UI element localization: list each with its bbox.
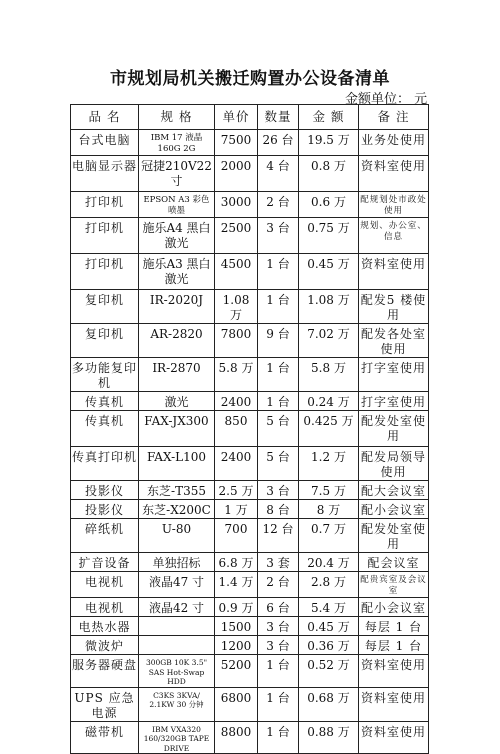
cell-name: 扩音设备 (71, 553, 139, 572)
cell-price: 4500 (215, 254, 258, 290)
cell-price: 7800 (215, 324, 258, 358)
cell-spec: U-80 (139, 519, 215, 553)
table-row (71, 358, 429, 392)
cell-spec: C3KS 3KVA/ 2.1KW 30 分钟 (139, 687, 215, 721)
cell-spec (139, 636, 215, 655)
cell-quantity: 5 台 (258, 447, 299, 481)
cell-price: 2400 (215, 447, 258, 481)
table-body (71, 130, 429, 754)
cell-remark: 配贵宾室及会议室 (359, 572, 429, 598)
cell-amount: 0.24 万 (299, 392, 359, 411)
cell-spec: IBM 17 液晶160G 2G (139, 130, 215, 156)
equipment-table (70, 104, 429, 754)
cell-amount: 20.4 万 (299, 553, 359, 572)
cell-remark: 资料室使用 (359, 655, 429, 688)
cell-quantity: 3 台 (258, 481, 299, 500)
cell-spec: 激光 (139, 392, 215, 411)
cell-remark: 配发各处室使用 (359, 324, 429, 358)
cell-amount: 19.5 万 (299, 130, 359, 156)
cell-price: 2000 (215, 156, 258, 192)
table-row (71, 254, 429, 290)
cell-quantity: 9 台 (258, 324, 299, 358)
cell-amount: 0.36 万 (299, 636, 359, 655)
cell-quantity: 6 台 (258, 598, 299, 617)
cell-amount: 0.52 万 (299, 655, 359, 688)
cell-quantity: 2 台 (258, 572, 299, 598)
cell-name: 打印机 (71, 254, 139, 290)
cell-remark: 配小会议室 (359, 500, 429, 519)
table-header-row (71, 105, 429, 130)
cell-name: 投影仪 (71, 500, 139, 519)
cell-quantity: 3 台 (258, 636, 299, 655)
cell-amount: 0.425 万 (299, 411, 359, 447)
cell-name: 传真机 (71, 411, 139, 447)
cell-name: 电脑显示器 (71, 156, 139, 192)
table-row (71, 192, 429, 218)
cell-price: 2500 (215, 218, 258, 254)
cell-quantity: 1 台 (258, 358, 299, 392)
cell-spec: 单独招标 (139, 553, 215, 572)
cell-price: 1200 (215, 636, 258, 655)
document-title: 市规划局机关搬迁购置办公设备清单 (110, 69, 390, 89)
cell-amount: 2.8 万 (299, 572, 359, 598)
cell-amount: 0.45 万 (299, 254, 359, 290)
cell-quantity: 1 台 (258, 687, 299, 721)
cell-remark: 配发处室使用 (359, 411, 429, 447)
cell-name: 电热水器 (71, 617, 139, 636)
table-row (71, 156, 429, 192)
cell-spec: FAX-JX300 (139, 411, 215, 447)
cell-amount: 5.8 万 (299, 358, 359, 392)
cell-amount: 1.2 万 (299, 447, 359, 481)
cell-spec: AR-2820 (139, 324, 215, 358)
cell-price: 8800 (215, 721, 258, 754)
cell-name: 电视机 (71, 598, 139, 617)
cell-amount: 0.8 万 (299, 156, 359, 192)
cell-amount: 0.75 万 (299, 218, 359, 254)
cell-name: 复印机 (71, 290, 139, 324)
cell-price: 7500 (215, 130, 258, 156)
cell-price: 1500 (215, 617, 258, 636)
cell-spec: 东芝-T355 (139, 481, 215, 500)
cell-remark: 资料室使用 (359, 254, 429, 290)
cell-price: 700 (215, 519, 258, 553)
cell-quantity: 1 台 (258, 392, 299, 411)
table-row (71, 218, 429, 254)
cell-remark: 资料室使用 (359, 721, 429, 754)
cell-remark: 配会议室 (359, 553, 429, 572)
cell-remark: 业务处使用 (359, 130, 429, 156)
cell-price: 6800 (215, 687, 258, 721)
table-row (71, 411, 429, 447)
cell-amount: 5.4 万 (299, 598, 359, 617)
cell-quantity: 1 台 (258, 290, 299, 324)
cell-name: 复印机 (71, 324, 139, 358)
cell-remark: 打字室使用 (359, 358, 429, 392)
cell-name: 打印机 (71, 192, 139, 218)
cell-name: 电视机 (71, 572, 139, 598)
header-spec: 规 格 (139, 105, 215, 130)
cell-spec: IR-2020J (139, 290, 215, 324)
cell-amount: 7.5 万 (299, 481, 359, 500)
cell-spec: 施乐A4 黑白激光 (139, 218, 215, 254)
cell-remark: 配大会议室 (359, 481, 429, 500)
header-price: 单价 (215, 105, 258, 130)
cell-quantity: 8 台 (258, 500, 299, 519)
cell-spec: IR-2870 (139, 358, 215, 392)
cell-quantity: 3 台 (258, 218, 299, 254)
table-row (71, 721, 429, 754)
cell-name: 磁带机 (71, 721, 139, 754)
table-row (71, 617, 429, 636)
cell-name: 碎纸机 (71, 519, 139, 553)
cell-amount: 0.88 万 (299, 721, 359, 754)
cell-name: 传真机 (71, 392, 139, 411)
table-row (71, 290, 429, 324)
table-row (71, 636, 429, 655)
table-row (71, 598, 429, 617)
cell-price: 0.9 万 (215, 598, 258, 617)
cell-quantity: 1 台 (258, 721, 299, 754)
cell-name: 投影仪 (71, 481, 139, 500)
cell-price: 3000 (215, 192, 258, 218)
cell-spec: FAX-L100 (139, 447, 215, 481)
header-amount: 金 额 (299, 105, 359, 130)
cell-amount: 1.08 万 (299, 290, 359, 324)
table-row (71, 519, 429, 553)
cell-name: 多功能复印机 (71, 358, 139, 392)
cell-amount: 0.7 万 (299, 519, 359, 553)
table-row (71, 130, 429, 156)
cell-quantity: 3 台 (258, 617, 299, 636)
cell-quantity: 5 台 (258, 411, 299, 447)
cell-spec: 施乐A3 黑白激光 (139, 254, 215, 290)
cell-price: 2400 (215, 392, 258, 411)
cell-amount: 0.45 万 (299, 617, 359, 636)
table-row (71, 481, 429, 500)
cell-remark: 资料室使用 (359, 687, 429, 721)
cell-remark: 规划、办公室、信息 (359, 218, 429, 254)
cell-name: UPS 应急电源 (71, 687, 139, 721)
cell-name: 微波炉 (71, 636, 139, 655)
cell-spec: IBM VXA320 160/320GB TAPE DRIVE (139, 721, 215, 754)
unit-label: 金额单位： 元 (345, 92, 428, 107)
table-row (71, 553, 429, 572)
cell-name: 服务器硬盘 (71, 655, 139, 688)
table-row (71, 500, 429, 519)
table-row (71, 392, 429, 411)
cell-amount: 8 万 (299, 500, 359, 519)
cell-remark: 配小会议室 (359, 598, 429, 617)
cell-amount: 7.02 万 (299, 324, 359, 358)
header-quantity: 数量 (258, 105, 299, 130)
cell-name: 台式电脑 (71, 130, 139, 156)
cell-remark: 配规划处市政处使用 (359, 192, 429, 218)
table-row (71, 324, 429, 358)
cell-amount: 0.68 万 (299, 687, 359, 721)
cell-name: 传真打印机 (71, 447, 139, 481)
cell-price: 5.8 万 (215, 358, 258, 392)
cell-remark: 配发处室使用 (359, 519, 429, 553)
cell-remark: 打字室使用 (359, 392, 429, 411)
cell-remark: 配发5 楼使用 (359, 290, 429, 324)
cell-remark: 每层 1 台 (359, 636, 429, 655)
cell-amount: 0.6 万 (299, 192, 359, 218)
cell-price: 1 万 (215, 500, 258, 519)
table-row (71, 687, 429, 721)
cell-quantity: 1 台 (258, 655, 299, 688)
cell-remark: 配发局领导使用 (359, 447, 429, 481)
cell-quantity: 3 套 (258, 553, 299, 572)
cell-spec: 液晶47 寸 (139, 572, 215, 598)
cell-quantity: 4 台 (258, 156, 299, 192)
header-name: 品 名 (71, 105, 139, 130)
table-row (71, 447, 429, 481)
header-remark: 备 注 (359, 105, 429, 130)
table-row (71, 572, 429, 598)
cell-price: 1.4 万 (215, 572, 258, 598)
cell-spec: 冠捷210V22寸 (139, 156, 215, 192)
cell-price: 5200 (215, 655, 258, 688)
cell-spec: EPSON A3 彩色喷墨 (139, 192, 215, 218)
cell-remark: 每层 1 台 (359, 617, 429, 636)
cell-price: 6.8 万 (215, 553, 258, 572)
cell-spec: 液晶42 寸 (139, 598, 215, 617)
cell-price: 850 (215, 411, 258, 447)
cell-quantity: 12 台 (258, 519, 299, 553)
cell-spec (139, 617, 215, 636)
cell-quantity: 26 台 (258, 130, 299, 156)
cell-quantity: 1 台 (258, 254, 299, 290)
cell-price: 1.08 万 (215, 290, 258, 324)
cell-spec: 300GB 10K 3.5" SAS Hot-Swap HDD (139, 655, 215, 688)
cell-quantity: 2 台 (258, 192, 299, 218)
cell-spec: 东芝-X200C (139, 500, 215, 519)
table-row (71, 655, 429, 688)
cell-remark: 资料室使用 (359, 156, 429, 192)
cell-name: 打印机 (71, 218, 139, 254)
cell-price: 2.5 万 (215, 481, 258, 500)
